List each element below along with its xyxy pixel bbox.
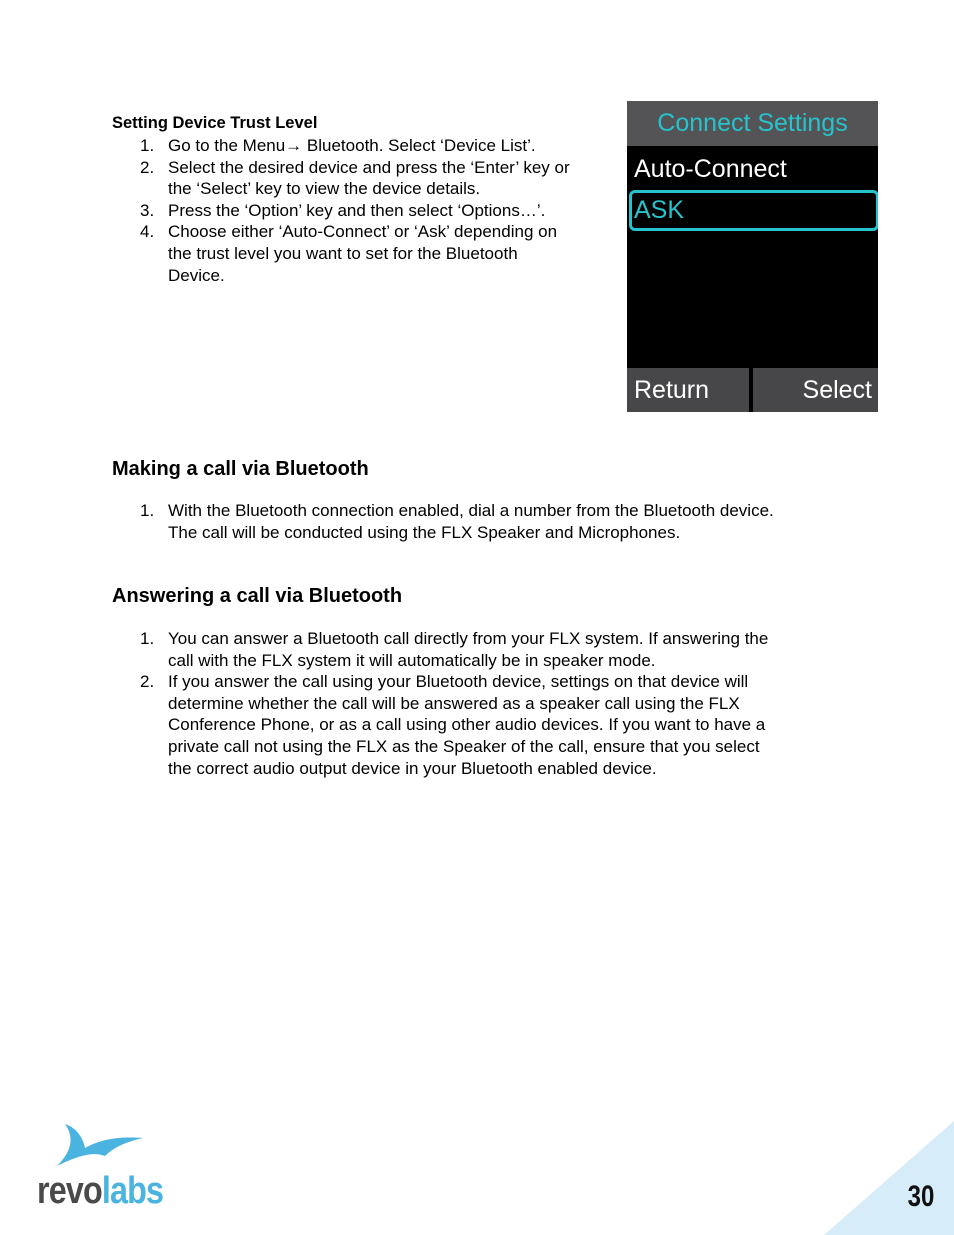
list-item-number: 1. <box>140 629 155 648</box>
list-item-number: 2. <box>140 672 155 692</box>
list-item-text-line: Conference Phone, or as a call using other audio devices. If you want to have a <box>168 715 766 735</box>
screen-item-auto-connect: Auto-Connect <box>634 155 787 183</box>
answering-call-steps <box>112 628 872 779</box>
screen-item-ask-label: ASK <box>634 196 685 224</box>
list-item-text-line: With the Bluetooth connection enabled, dial a number from the Bluetooth device. <box>168 501 774 520</box>
screen-item-ask-selected <box>629 190 878 231</box>
list-item <box>112 135 632 157</box>
revolabs-logo-text: revolabs <box>37 1170 164 1212</box>
answering-call-heading: Answering a call via Bluetooth <box>112 585 403 607</box>
revolabs-fin-logo-icon <box>55 1122 155 1168</box>
screen-title: Connect Settings <box>627 101 878 146</box>
list-item-text-line: the correct audio output device in your Bluetooth enabled device. <box>168 758 657 778</box>
list-item-text-line: You can answer a Bluetooth call directly from your FLX system. If answering the <box>168 629 769 648</box>
list-item <box>112 221 632 286</box>
list-item-text-line: the trust level you want to set for the Bluetooth <box>168 243 518 263</box>
list-item <box>112 500 872 543</box>
list-item-text-line: Go to the Menu→ Bluetooth. Select ‘Device List’. <box>168 136 536 155</box>
list-item <box>112 157 632 200</box>
list-item-text-line: Press the ‘Option’ key and then select ‘Options…’. <box>168 200 546 220</box>
page-corner-triangle <box>824 1121 954 1235</box>
list-item-text-line: Device. <box>168 265 225 285</box>
list-item-number: 3. <box>140 200 155 220</box>
list-item-text-line: the ‘Select’ key to view the device details. <box>168 179 481 199</box>
list-item-number: 2. <box>140 157 155 177</box>
screen-return-softkey: Return <box>627 368 749 412</box>
list-item-text-line: Select the desired device and press the ‘Enter’ key or <box>168 157 570 177</box>
trust-level-heading: Setting Device Trust Level <box>112 114 318 132</box>
list-item <box>112 200 632 222</box>
list-item <box>112 628 872 671</box>
list-item <box>112 671 872 779</box>
making-call-steps <box>112 500 872 543</box>
screen-select-softkey: Select <box>753 368 878 412</box>
list-item-text-line: If you answer the call using your Bluetooth device, settings on that device will <box>168 672 749 692</box>
making-call-heading: Making a call via Bluetooth <box>112 458 369 480</box>
page-number: 30 <box>907 1180 934 1213</box>
list-item-text-line: call with the FLX system it will automatically be in speaker mode. <box>168 650 656 670</box>
phone-screen <box>627 101 878 412</box>
list-item-text-line: Choose either ‘Auto-Connect’ or ‘Ask’ depending on <box>168 222 558 242</box>
list-item-text-line: private call not using the FLX as the Speaker of the call, ensure that you select <box>168 736 760 756</box>
list-item-number: 4. <box>140 222 155 242</box>
list-item-text-line: determine whether the call will be answered as a speaker call using the FLX <box>168 693 740 713</box>
list-item-text-line: The call will be conducted using the FLX Speaker and Microphones. <box>168 522 681 542</box>
list-item-number: 1. <box>140 136 155 155</box>
list-item-number: 1. <box>140 501 155 520</box>
trust-level-steps <box>112 135 632 286</box>
